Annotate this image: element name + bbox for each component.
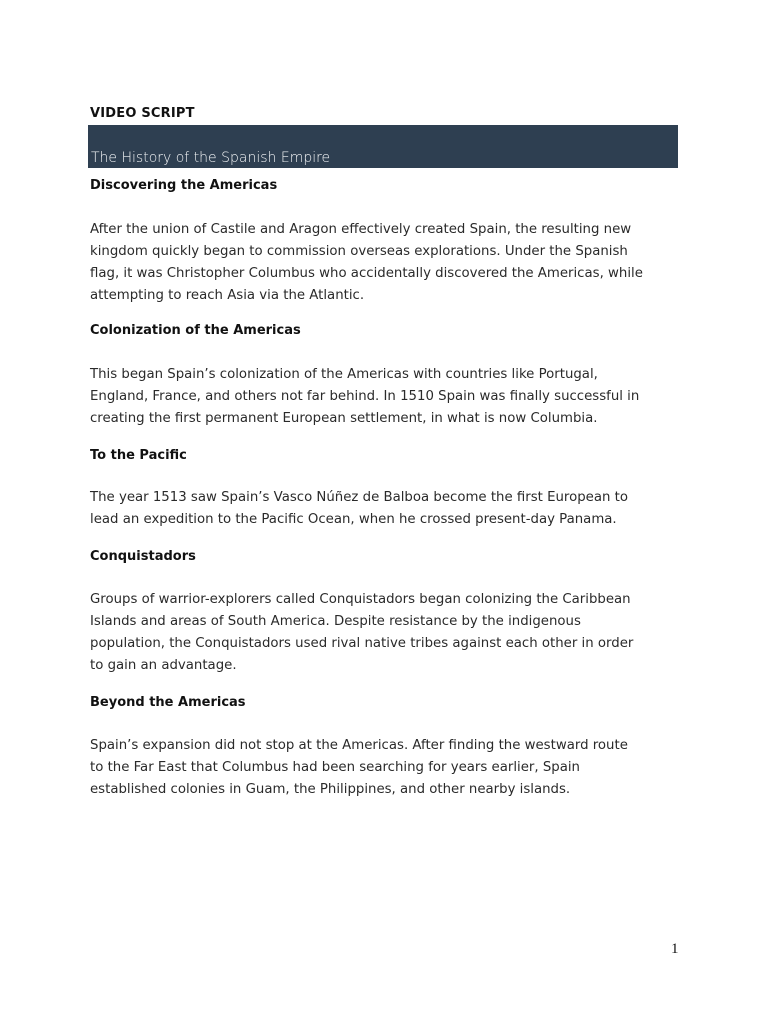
body-line: creating the first permanent European settlement, in what is now Columbia. [90,411,598,426]
body-line: established colonies in Guam, the Philippines, and other nearby islands. [90,782,571,797]
document-title: The History of the Spanish Empire [91,150,331,166]
body-line: Groups of warrior-explorers called Conquistadors began colonizing the Caribbean [90,592,631,607]
body-line: This began Spain’s colonization of the Americas with countries like Portugal, [90,367,598,382]
section-heading-beyond: Beyond the Americas [90,695,246,710]
body-line: After the union of Castile and Aragon effectively created Spain, the resulting new [90,222,632,237]
section-heading-conquistadors: Conquistadors [90,549,196,564]
body-line: attempting to reach Asia via the Atlantic. [90,288,365,303]
body-line: The year 1513 saw Spain’s Vasco Núñez de Balboa become the first European to [90,490,628,505]
section-body-pacific [90,487,682,531]
body-line: Spain’s expansion did not stop at the Americas. After finding the westward route [90,738,628,753]
section-body-colonization [90,364,682,430]
body-line: flag, it was Christopher Columbus who accidentally discovered the Americas, while [90,266,643,281]
body-line: England, France, and others not far behind. In 1510 Spain was finally successful in [90,389,640,404]
body-line: population, the Conquistadors used rival native tribes against each other in order [90,636,634,651]
section-body-conquistadors [90,589,682,677]
body-line: lead an expedition to the Pacific Ocean, when he crossed present-day Panama. [90,512,617,527]
section-heading-discovering: Discovering the Americas [90,178,278,193]
section-heading-colonization: Colonization of the Americas [90,323,301,338]
body-line: to gain an advantage. [90,658,237,673]
body-line: kingdom quickly began to commission overseas explorations. Under the Spanish [90,244,628,259]
title-banner [88,125,678,168]
page-number: 1 [671,941,679,957]
section-body-beyond [90,735,682,801]
body-line: to the Far East that Columbus had been searching for years earlier, Spain [90,760,580,775]
document-label: VIDEO SCRIPT [90,106,195,121]
body-line: Islands and areas of South America. Despite resistance by the indigenous [90,614,581,629]
section-heading-pacific: To the Pacific [90,448,187,463]
section-body-discovering [90,219,682,307]
